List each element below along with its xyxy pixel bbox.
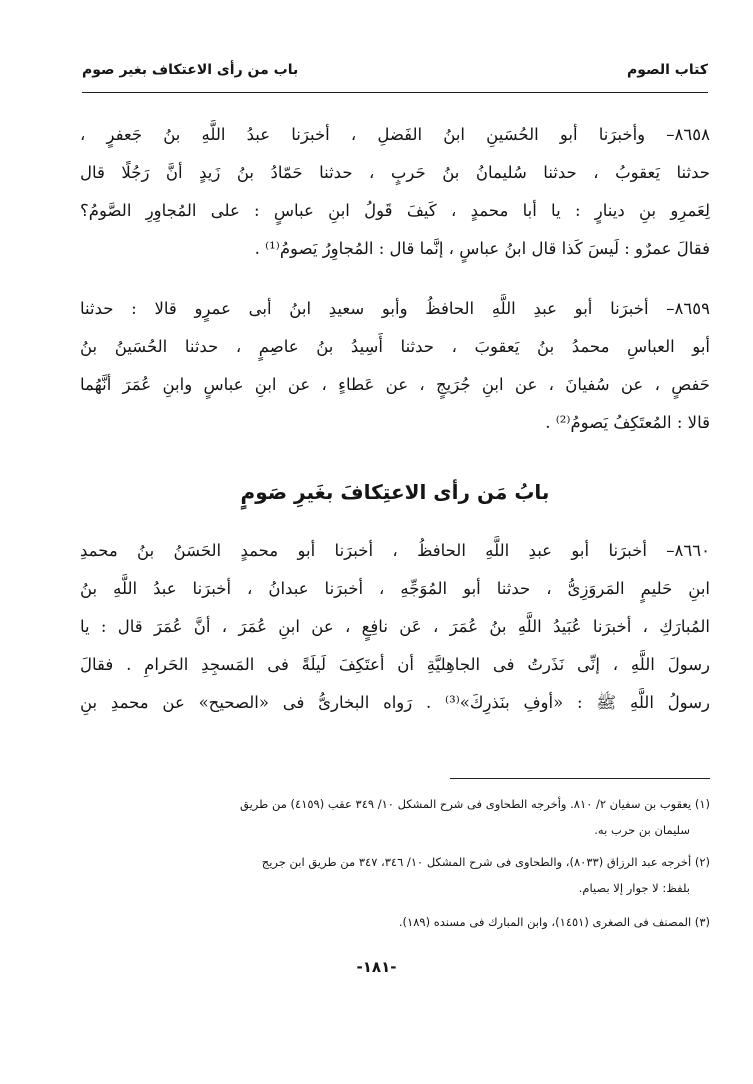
- text-line: حدثنا يَعقوبُ ، حدثنا سُليمانُ بنُ حَربٍ ، حدثنا حَمّادُ بنُ زَيدٍ أنَّ رَجُلًا قال: [80, 163, 710, 182]
- text-line: المُبارَكِ ، أخبرَنا عُبَيدُ اللَّهِ بنُ عُمَرَ ، عَن نافِعٍ ، عن ابنِ عُمَرَ ، أنَّ عُمَرَ قال : يا: [80, 617, 710, 636]
- text-line: ابنِ حَليمٍ المَروَزِىُّ ، حدثنا أبو المُوَجِّهِ ، أخبرَنا عبدانُ ، أخبرَنا عبدُ اللَّهِ بنُ: [80, 579, 710, 598]
- text-line: ٨٦٥٨– وأخبرَنا أبو الحُسَينِ ابنُ الفَضلِ ، أخبرَنا عبدُ اللَّهِ بنُ جَعفرٍ ،: [80, 125, 710, 144]
- text-line: رسولَ اللَّهِ ، إنِّى نَذَرتُ فى الجاهِليَّةِ أن أعتَكِفَ لَيلَةً فى المَسجِدِ الحَرامِ . فقالَ: [80, 655, 710, 674]
- footnote-text: بلفظ: لا جوار إلا بصيام.: [578, 881, 690, 895]
- text-line: ٨٦٥٩– أخبرَنا أبو عبدِ اللَّهِ الحافظُ وأبو سعيدِ ابنُ أبى عمرٍو قالا : حدثنا: [80, 299, 710, 318]
- text-line: حَفصٍ ، عن سُفيانَ ، عن ابنِ جُرَيجٍ ، عن عَطاءٍ ، عن ابنِ عباسٍ وابنِ عُمَرَ أنَّهُما: [80, 375, 710, 394]
- header-divider: [82, 92, 708, 93]
- running-chapter-title: باب من رأى الاعتكاف بغير صوم: [82, 62, 299, 78]
- text-line: أبو العباسِ محمدُ بنُ يَعقوبَ ، حدثنا أَسِيدُ بنُ عاصِمٍ ، حدثنا الحُسَينُ بنُ: [80, 337, 710, 356]
- footnote-divider: [450, 778, 710, 779]
- book-title: كتاب الصوم: [627, 62, 708, 78]
- text-line: ٨٦٦٠– أخبرَنا أبو عبدِ اللَّهِ الحافظُ ، أخبرَنا أبو محمدٍ الحَسَنُ بنُ محمدِ: [80, 541, 710, 560]
- text-line: قالا : المُعتَكِفُ يَصومُ⁽²⁾ .: [545, 413, 710, 432]
- footnote-text: (٢) أخرجه عبد الرزاق (٨٠٣٣)، والطحاوى فى شرح المشكل ١٠/ ٣٤٦، ٣٤٧ من طريق ابن جريج: [261, 855, 710, 869]
- footnote-1: [100, 794, 710, 840]
- footnote-text: (٣) المصنف فى الصغرى (١٤٥١)، وابن المبارك فى مسنده (١٨٩).: [398, 915, 710, 929]
- hadith-8660: [80, 536, 710, 736]
- running-header: [82, 62, 708, 86]
- text-line: رسولُ اللَّهِ ﷺ : «أوفِ بنَذرِكَ»⁽³⁾ . رَواه البخارىُّ فى «الصحيح» عن محمدِ بنِ: [80, 693, 711, 712]
- page-number: -١٨١-: [356, 958, 397, 976]
- footnote-3: [100, 912, 710, 932]
- footnote-text: سليمان بن حرب به.: [594, 823, 690, 837]
- text-line: لِعَمرِو بنِ دينارٍ : يا أبا محمدٍ ، كَيفَ قَولُ ابنِ عباسٍ : على المُجاوِرِ الصَّومُ؟: [80, 201, 710, 220]
- footnote-text: (١) يعقوب بن سفيان ٢/ ٨١٠. وأخرجه الطحاوى فى شرح المشكل ١٠/ ٣٤٩ عقب (٤١٥٩) من طريق: [240, 797, 710, 811]
- hadith-8659: [80, 294, 710, 454]
- text-line: فقالَ عمرٌو : لَيسَ كَذا قال ابنُ عباسٍ ، إنَّما قال : المُجاوِرُ يَصومُ⁽¹⁾ .: [254, 239, 710, 258]
- chapter-title: بابُ مَن رأى الاعتِكافَ بغَيرِ صَومٍ: [240, 480, 550, 504]
- footnote-2: [100, 852, 710, 898]
- hadith-8658: [80, 120, 710, 260]
